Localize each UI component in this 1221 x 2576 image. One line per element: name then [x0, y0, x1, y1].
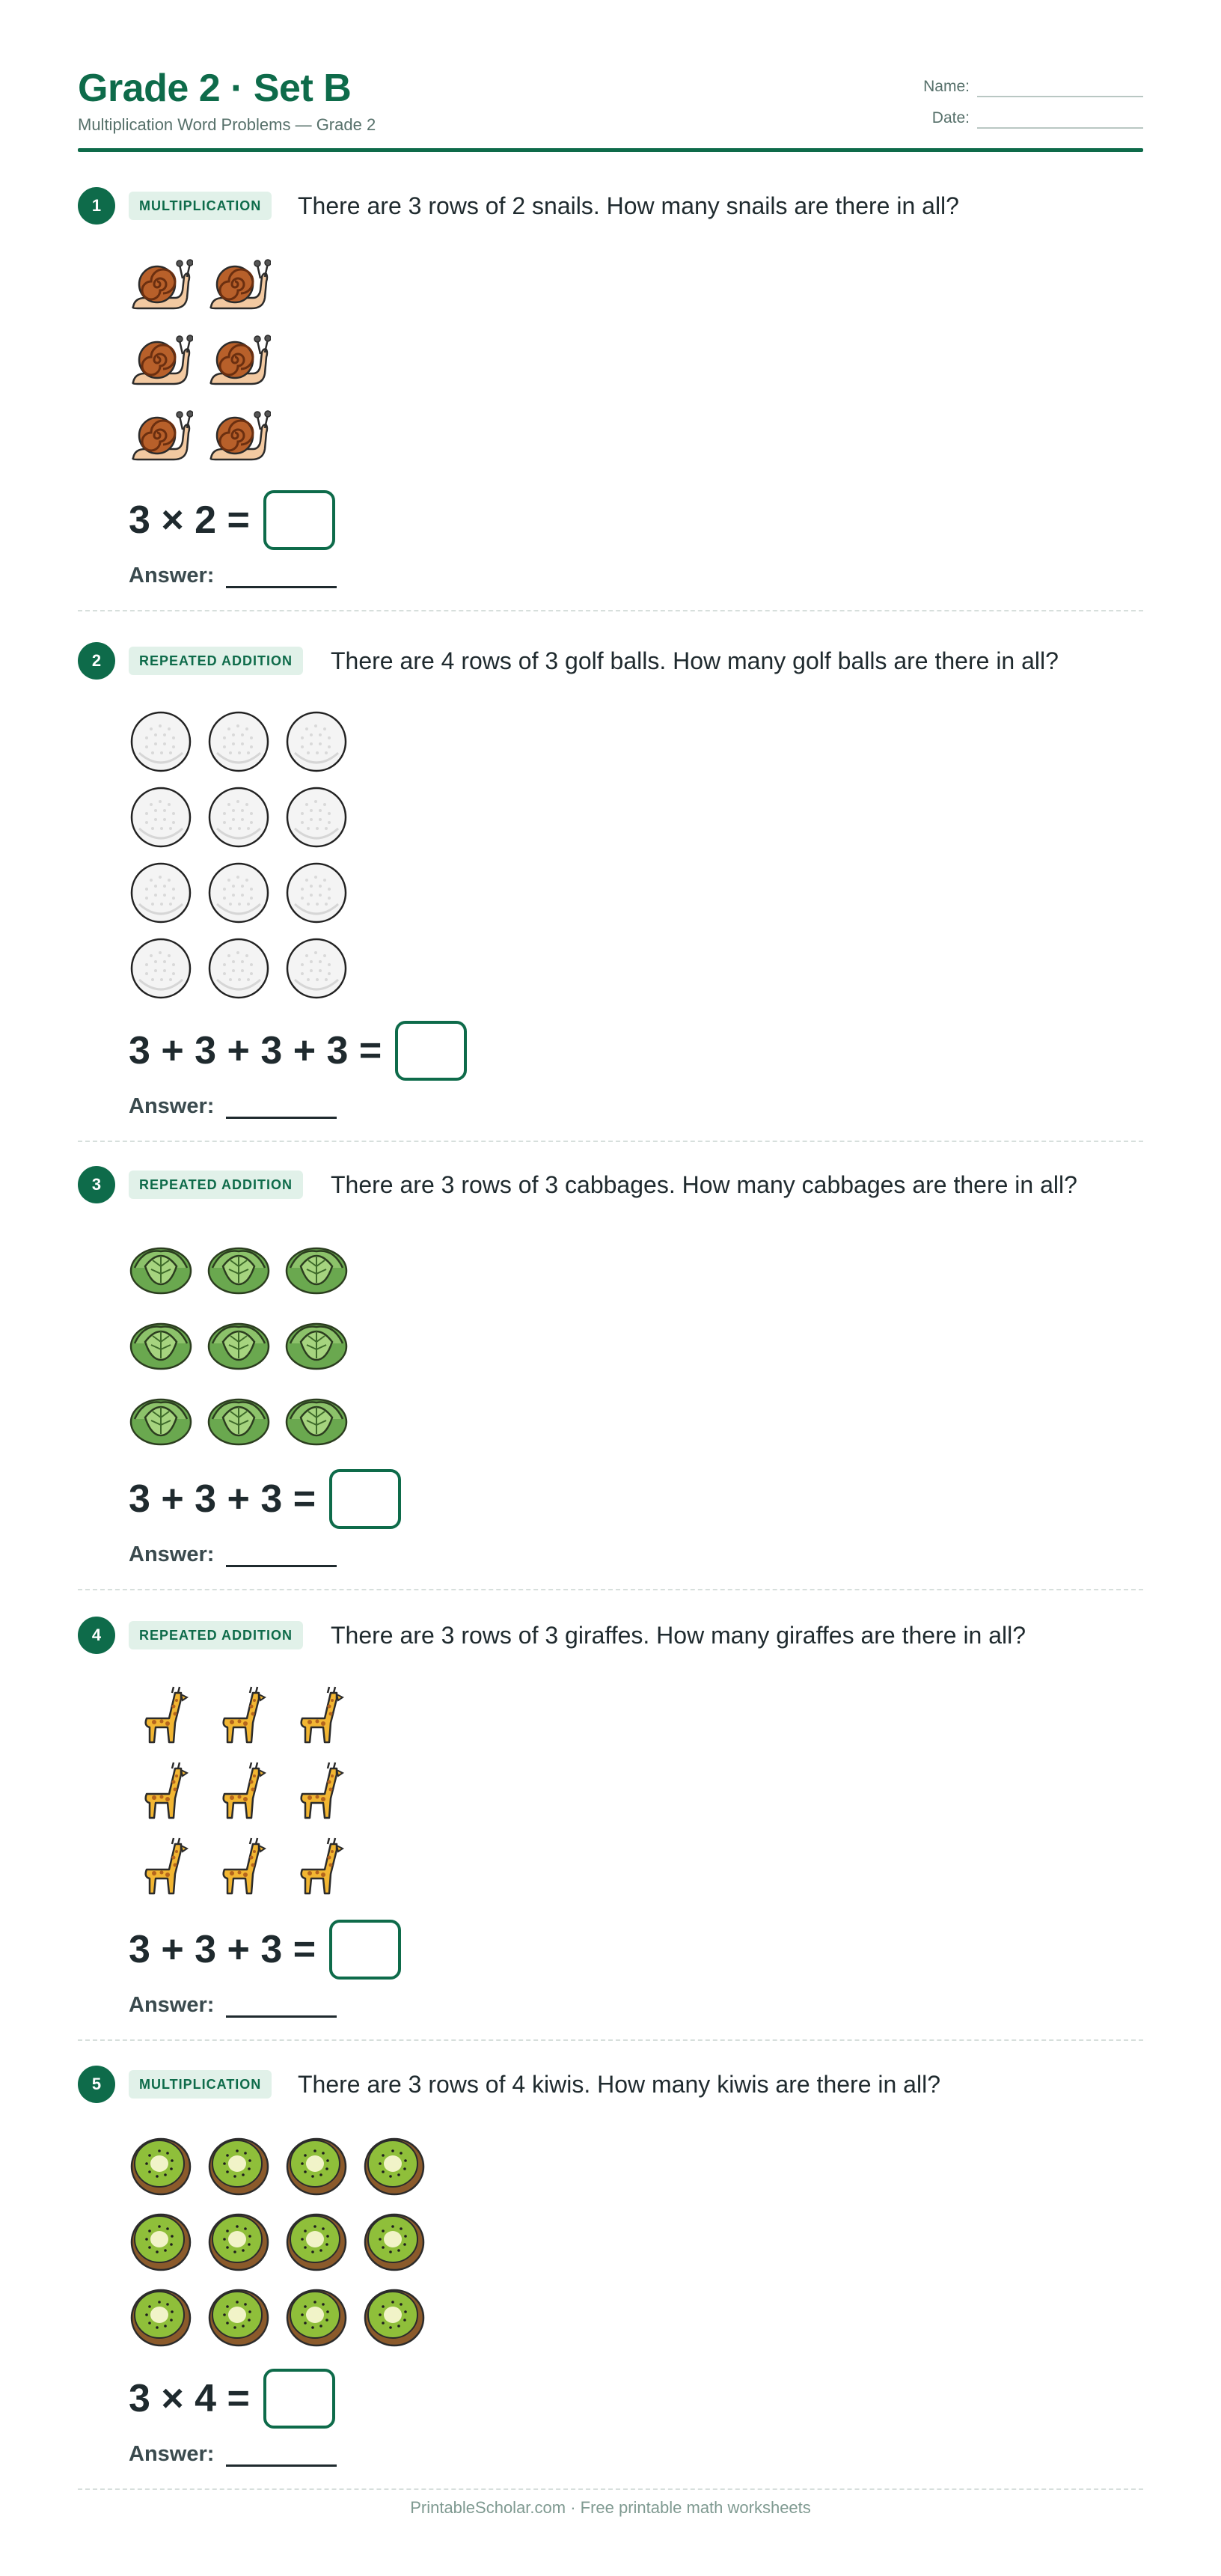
- answer-box[interactable]: [263, 2369, 335, 2429]
- equation-expression: 3 × 2 =: [129, 498, 250, 542]
- problem-divider: [78, 2488, 1143, 2490]
- problem-number: 4: [78, 1617, 115, 1654]
- kiwi-icon: [206, 2209, 271, 2273]
- problem-type-badge: MULTIPLICATION: [129, 192, 272, 220]
- footer-text: PrintableScholar.com · Free printable math worksheets: [410, 2498, 811, 2517]
- page-title: Grade 2 · Set B: [78, 67, 352, 110]
- equation: [129, 2367, 335, 2430]
- header-divider: [78, 148, 1143, 152]
- name-field[interactable]: [844, 78, 1143, 100]
- snail-icon: [129, 254, 193, 319]
- equation: [129, 1918, 401, 1981]
- name-line[interactable]: [977, 96, 1143, 97]
- snail-icon: [206, 254, 271, 319]
- kiwi-icon: [284, 2209, 349, 2273]
- golf-ball-icon: [129, 785, 193, 849]
- problem-number: 2: [78, 642, 115, 680]
- golf-ball-icon: [284, 785, 349, 849]
- equation: [129, 1019, 467, 1082]
- golf-ball-icon: [206, 936, 271, 1001]
- problem-number: 3: [78, 1166, 115, 1203]
- problem-divider: [78, 1589, 1143, 1590]
- golf-ball-icon: [284, 709, 349, 774]
- problem-question: There are 3 rows of 3 giraffes. How many giraffes are there in all?: [331, 1622, 1026, 1649]
- golf-ball-icon: [206, 861, 271, 925]
- kiwi-icon: [362, 2133, 426, 2197]
- kiwi-icon: [129, 2133, 193, 2197]
- answer-line[interactable]: [226, 1995, 337, 2018]
- answer-label: Answer:: [129, 1542, 215, 1566]
- answer-label: Answer:: [129, 1094, 215, 1118]
- answer-line[interactable]: [226, 566, 337, 588]
- kiwi-icon: [362, 2209, 426, 2273]
- cabbage-icon: [206, 1385, 271, 1449]
- problem-question: There are 3 rows of 4 kiwis. How many kiwis are there in all?: [298, 2071, 940, 2098]
- answer-row: [129, 1993, 337, 2018]
- cabbage-icon: [284, 1309, 349, 1373]
- answer-row: [129, 1542, 337, 1567]
- answer-row: [129, 2442, 337, 2467]
- problem-divider: [78, 610, 1143, 611]
- problem-question: There are 3 rows of 3 cabbages. How many cabbages are there in all?: [331, 1171, 1077, 1198]
- cabbage-icon: [129, 1385, 193, 1449]
- problem-number: 1: [78, 187, 115, 225]
- kiwi-icon: [129, 2209, 193, 2273]
- cabbage-icon: [206, 1233, 271, 1298]
- answer-line[interactable]: [226, 1096, 337, 1119]
- answer-row: [129, 1094, 337, 1119]
- golf-ball-icon: [206, 785, 271, 849]
- kiwi-icon: [206, 2133, 271, 2197]
- problem-type-badge: REPEATED ADDITION: [129, 647, 303, 675]
- worksheet-page: [78, 0, 1143, 2576]
- golf-ball-icon: [129, 709, 193, 774]
- problem-type-badge: REPEATED ADDITION: [129, 1621, 303, 1649]
- problem-type-badge: REPEATED ADDITION: [129, 1171, 303, 1199]
- equation-expression: 3 + 3 + 3 + 3 =: [129, 1029, 382, 1072]
- answer-box[interactable]: [263, 490, 335, 550]
- answer-label: Answer:: [129, 1993, 215, 2017]
- worksheet-header: [78, 66, 1143, 156]
- golf-ball-icon: [206, 709, 271, 774]
- problem-divider: [78, 1141, 1143, 1142]
- date-line[interactable]: [977, 127, 1143, 129]
- giraffe-icon: [206, 1759, 271, 1824]
- answer-label: Answer:: [129, 564, 215, 587]
- problem-question: There are 4 rows of 3 golf balls. How many golf balls are there in all?: [331, 647, 1059, 674]
- golf-ball-icon: [284, 861, 349, 925]
- kiwi-icon: [362, 2284, 426, 2348]
- cabbage-icon: [284, 1385, 349, 1449]
- answer-line[interactable]: [226, 2444, 337, 2467]
- cabbage-icon: [129, 1233, 193, 1298]
- name-label: Name:: [923, 78, 970, 95]
- giraffe-icon: [129, 1759, 193, 1824]
- equation-expression: 3 + 3 + 3 =: [129, 1928, 316, 1971]
- giraffe-icon: [129, 1835, 193, 1899]
- kiwi-icon: [206, 2284, 271, 2348]
- cabbage-icon: [129, 1309, 193, 1373]
- equation: [129, 489, 335, 552]
- giraffe-icon: [129, 1684, 193, 1748]
- page-subtitle: Multiplication Word Problems — Grade 2: [78, 115, 376, 134]
- answer-box[interactable]: [395, 1021, 467, 1081]
- snail-icon: [206, 406, 271, 470]
- cabbage-icon: [206, 1309, 271, 1373]
- problem-number: 5: [78, 2066, 115, 2103]
- date-label: Date:: [931, 109, 970, 126]
- date-field[interactable]: [844, 109, 1143, 132]
- giraffe-icon: [284, 1684, 349, 1748]
- problem-type-badge: MULTIPLICATION: [129, 2070, 272, 2099]
- snail-icon: [206, 330, 271, 394]
- cabbage-icon: [284, 1233, 349, 1298]
- answer-box[interactable]: [329, 1920, 401, 1980]
- answer-line[interactable]: [226, 1545, 337, 1567]
- answer-label: Answer:: [129, 2442, 215, 2466]
- snail-icon: [129, 330, 193, 394]
- kiwi-icon: [284, 2284, 349, 2348]
- answer-row: [129, 564, 337, 588]
- golf-ball-icon: [129, 936, 193, 1001]
- problem-divider: [78, 2039, 1143, 2041]
- giraffe-icon: [206, 1684, 271, 1748]
- answer-box[interactable]: [329, 1469, 401, 1529]
- golf-ball-icon: [284, 936, 349, 1001]
- problem-question: There are 3 rows of 2 snails. How many snails are there in all?: [298, 192, 959, 219]
- kiwi-icon: [129, 2284, 193, 2348]
- equation-expression: 3 × 4 =: [129, 2377, 250, 2420]
- golf-ball-icon: [129, 861, 193, 925]
- equation: [129, 1468, 401, 1530]
- giraffe-icon: [284, 1759, 349, 1824]
- snail-icon: [129, 406, 193, 470]
- giraffe-icon: [206, 1835, 271, 1899]
- kiwi-icon: [284, 2133, 349, 2197]
- equation-expression: 3 + 3 + 3 =: [129, 1477, 316, 1521]
- giraffe-icon: [284, 1835, 349, 1899]
